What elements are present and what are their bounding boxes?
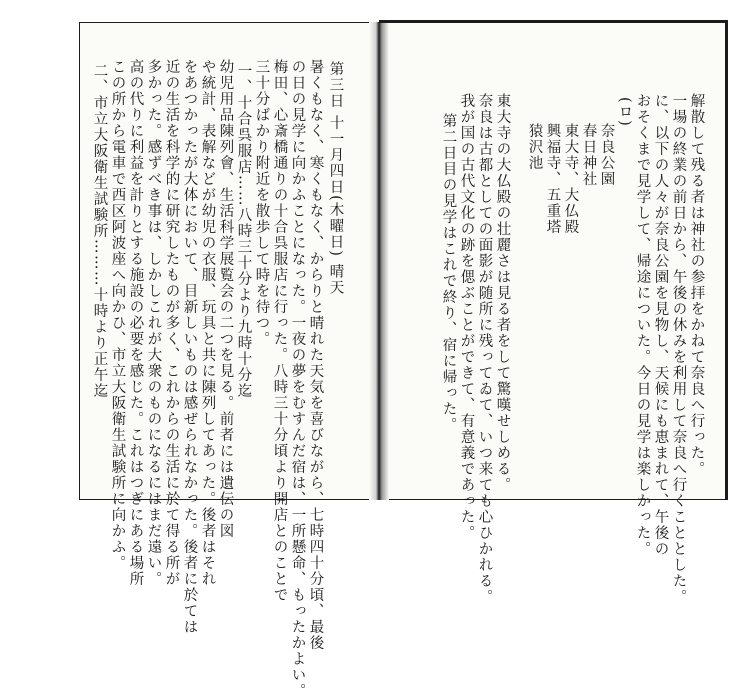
book-gutter (369, 22, 389, 500)
text-line: 梅田、心斎橋通りの十合呉服店に行った。八時三十分頃より開店とのことで (271, 59, 288, 603)
text-line: 我が国の古代文化の跡を偲ぶことができて、有意義であった。 (458, 93, 475, 541)
place-item: 興福寺、五重塔 (544, 123, 561, 235)
text-line: 東大寺の大仏殿の壮麗さは見る者をして驚嘆せしめる。 (494, 93, 511, 493)
place-item: 猿沢池 (526, 123, 543, 171)
place-item: 東大寺、大仏殿 (562, 123, 579, 235)
right-page (377, 22, 727, 605)
page-edge-top (379, 20, 727, 23)
text-line: 奈良は古都としての面影が随所に残ってゐて、いつ来ても心ひかれる。 (476, 93, 493, 605)
left-page (79, 22, 377, 699)
page-edge-right (725, 20, 728, 500)
text-line: や統計、表解などが幼児の衣服、玩具と共に陳列してあった。後者はそれ (199, 59, 216, 587)
text-line: この所から電車で西区阿波座へ向かひ、市立大阪衛生試験所に向かふ。 (109, 59, 126, 571)
text-line: 暑くもなく、寒くもなく、からりと晴れた天気を喜びながら、七時四十分頃、最後 (307, 59, 324, 651)
text-line: に、以下の人々が奈良公園を見物し、天候にも恵まれて、午後の (652, 93, 669, 557)
text-line: の日の見学に向かふことになった。一夜の夢をむすんだ宿は、一所懸命、もったかよい。 (289, 59, 306, 699)
text-line: 第二日目の見学はこれで終り、宿に帰った。 (440, 113, 457, 433)
section-marker: (ロ) (616, 97, 633, 128)
open-book (79, 22, 727, 699)
text-line: 解散して残る者は神社の参拝をかねて奈良へ行った。 (688, 93, 705, 477)
text-line: 二、市立大阪衛生試験所………十時より正午迄 (91, 63, 108, 399)
place-item: 春日神社 (580, 123, 597, 187)
text-line: 一場の終業の前日から、午後の休みを利用して奈良へ行くこととした。 (670, 93, 687, 605)
page-heading: 第三日 十一月四日(木曜日) 晴天 (327, 61, 344, 296)
text-line: おそくまで見学して、帰途についた。今日の見学は楽しかった。 (634, 93, 651, 557)
text-line: 三十分ばかり附近を散歩して時を待つ。 (253, 59, 270, 347)
text-line: 近の生活を科学的に研究したものが多く、これからの生活に於て得る所が (163, 59, 180, 587)
text-line: をあつかったが大体において、目新しいものは感ぜられなかった。後者に於ては (181, 59, 198, 635)
text-line: 幼児用品陳列會、生活科学展覧会の二つを見る。前者には遺伝の図 (217, 59, 234, 539)
text-line: 高の代りに利益を計りとする施設の必要を感じた。これはつぎにある場所 (127, 59, 144, 587)
place-item: 奈良公園 (598, 123, 615, 187)
text-line: 一、十合呉服店……八時三十分より九時十分迄 (235, 63, 252, 399)
text-line: 多かった。感ずべき事は、しかしこれが大衆のものになるにはまだ遠い。 (145, 59, 162, 587)
